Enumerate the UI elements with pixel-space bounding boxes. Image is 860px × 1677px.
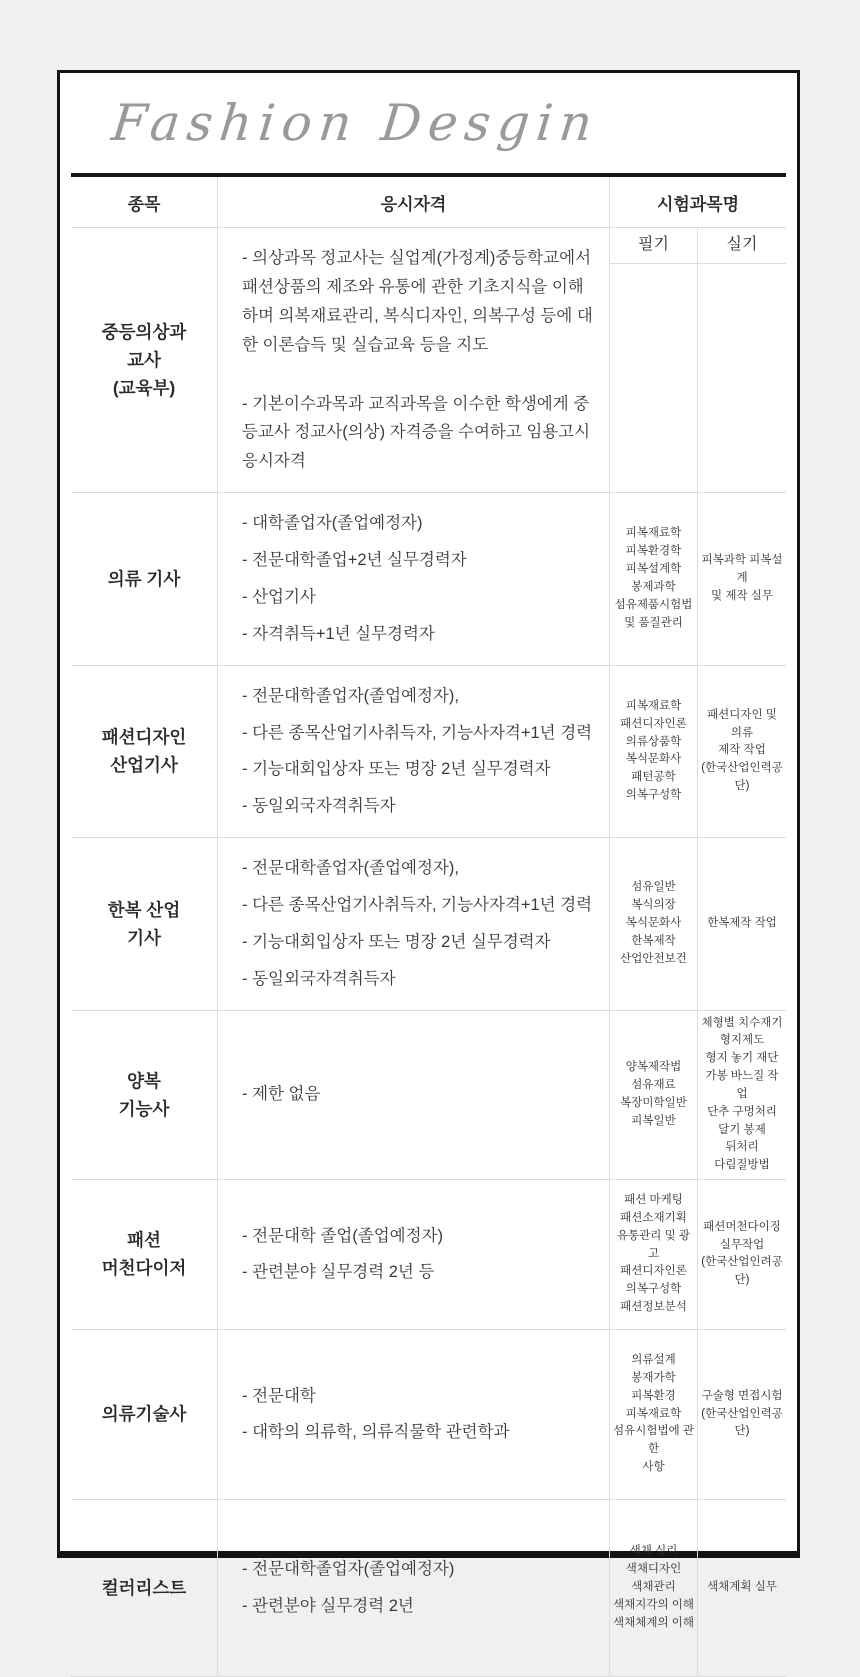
text-line: - 산업기사 <box>242 587 316 606</box>
practical-subjects-cell <box>697 838 786 1010</box>
category-cell <box>71 838 217 1010</box>
category-cell <box>71 493 217 665</box>
text-line: 양복제작법 <box>625 1061 682 1074</box>
text-line: - 기능대회입상자 또는 명장 2년 실무경력자 <box>242 932 551 951</box>
table-row <box>71 1180 786 1330</box>
text-line: 봉제과학 <box>631 580 676 593</box>
text-line: 패션소재기획 <box>620 1211 687 1224</box>
text-line: 한복제작 <box>631 934 676 947</box>
text-line: 복식의장 <box>631 899 676 912</box>
text-line: 섬유제품시험법 <box>614 598 693 611</box>
text-line: - 다른 종목산업기사취득자, 기능사자격+1년 경력 <box>242 896 593 914</box>
text-line: 복식문화사 <box>625 916 682 929</box>
header-qualification: 응시자격 <box>217 177 609 227</box>
text-line: 형지제도 <box>719 1034 765 1047</box>
text-line: 패션디자인 <box>101 727 187 748</box>
text-line: - 전문대학졸업자(졸업예정자) <box>242 1560 455 1579</box>
text-line: 패턴공학 <box>631 771 676 784</box>
practical-subjects-cell <box>697 1330 786 1499</box>
table-row <box>71 1330 786 1500</box>
text-line: 의류상품학 <box>625 735 682 748</box>
table-row <box>71 493 786 666</box>
qualification-cell <box>217 838 609 1010</box>
category-cell <box>71 1330 217 1499</box>
qualification-cell <box>217 666 609 838</box>
text-line: 색채지각의 이해 <box>613 1598 694 1611</box>
text-line: 체형별 치수재기 <box>701 1016 783 1029</box>
text-line: 복장미학일반 <box>620 1096 687 1109</box>
text-line: - 전문대학졸업자(졸업예정자), <box>242 686 459 705</box>
text-line: 머천다이저 <box>101 1258 187 1279</box>
text-line: - 의상과목 정교사는 실업계(가정계)중등학교에서 패션상품의 제조와 유통에 관한 기초지식을 이해하며 의복재료관리, 복식디자인, 의복구성 등에 대한 이론습득 및 실습교육 등을 지도 <box>242 249 593 354</box>
text-line: 단추 구멍처리 <box>707 1105 777 1118</box>
qualification-cell <box>217 1500 609 1676</box>
text-line: 패션정보분석 <box>620 1300 687 1313</box>
text-line: 기능사 <box>118 1098 170 1119</box>
text-line: 산업기사 <box>110 755 178 776</box>
text-line: 다림질방법 <box>714 1159 770 1172</box>
written-subjects-cell <box>609 1180 697 1329</box>
text-line: - 동일외국자격취득자 <box>242 797 396 816</box>
text-line: - 대학의 의류학, 의류직물학 관련학과 <box>242 1423 510 1442</box>
text-line: - 기능대회입상자 또는 명장 2년 실무경력자 <box>242 760 551 779</box>
text-line: - 대학졸업자(졸업예정자) <box>242 514 423 533</box>
text-line: 피복재료학 <box>625 699 682 712</box>
text-line: 패션디자인 및 의류 <box>707 708 777 739</box>
text-line: 사항 <box>642 1460 665 1473</box>
text-line: 및 제작 실무 <box>711 589 773 602</box>
text-line: 색채체계의 이해 <box>613 1616 694 1629</box>
text-line: 색채계획 실무 <box>707 1581 777 1594</box>
text-line: 복식문화사 <box>625 753 682 766</box>
text-line: 달기 봉제 <box>718 1123 766 1136</box>
text-line: 패션 마케팅 <box>624 1194 683 1207</box>
text-line: 의류 기사 <box>107 568 181 589</box>
practical-subjects-cell <box>697 1500 786 1676</box>
page-title: Fashion Desgin <box>108 94 602 152</box>
text-line: 의류설계 <box>631 1354 676 1367</box>
text-line: - 전문대학 <box>242 1386 316 1405</box>
text-line: - 전문대학졸업+2년 실무경력자 <box>242 551 467 569</box>
practical-subjects-cell <box>697 493 786 665</box>
written-subjects-cell <box>609 1500 697 1676</box>
text-line: 유통관리 및 광고 <box>616 1229 691 1260</box>
qualification-cell <box>217 1330 609 1499</box>
text-line: (한국산업인려공단) <box>701 1256 783 1287</box>
text-line: - 전문대학 졸업(졸업예정자) <box>242 1226 443 1245</box>
text-line: 제작 작업 <box>718 744 766 757</box>
text-line: 및 품질관리 <box>624 616 683 629</box>
written-subheader: 필기 <box>610 228 697 264</box>
practical-subheader: 실기 <box>698 228 786 264</box>
text-line: 형지 놓기 재단 <box>705 1052 779 1065</box>
written-subjects-cell <box>609 493 697 665</box>
text-line: 기사 <box>127 927 161 948</box>
text-line: 피복과학 피복설계 <box>701 554 783 584</box>
text-line: - 자격취득+1년 실무경력자 <box>242 624 435 643</box>
text-line: 섬유시험법에 관한 <box>613 1425 694 1456</box>
text-line: 피복재료학 <box>625 527 682 540</box>
text-line: 양복 <box>127 1070 161 1091</box>
text-line: - 제한 없음 <box>242 1085 321 1104</box>
text-line: - 전문대학졸업자(졸업예정자), <box>242 859 459 878</box>
text-line: 봉재가학 <box>631 1371 676 1384</box>
category-cell <box>71 666 217 838</box>
text-line: 가봉 바느질 작업 <box>705 1070 779 1100</box>
text-line: 구술형 면접시험 <box>701 1389 783 1402</box>
practical-subjects-cell <box>697 1011 786 1179</box>
qualification-cell <box>217 1180 609 1329</box>
qualification-table <box>71 173 786 1677</box>
text-line: - 동일외국자격취득자 <box>242 969 396 988</box>
category-cell <box>71 1011 217 1179</box>
category-cell <box>71 228 217 492</box>
category-cell <box>71 1500 217 1676</box>
text-line: - 다른 종목산업기사취득자, 기능사자격+1년 경력 <box>242 723 593 742</box>
table-row <box>71 228 786 493</box>
table-row <box>71 666 786 839</box>
text-line: 패션디자인론 <box>620 717 687 730</box>
written-subjects-cell <box>609 1011 697 1179</box>
table-row <box>71 1500 786 1677</box>
table-body <box>71 228 786 1677</box>
header-subjects: 시험과목명 <box>609 177 786 227</box>
written-subjects-cell <box>609 228 697 492</box>
fashion-design-card <box>57 70 800 1629</box>
practical-subjects-cell <box>697 228 786 492</box>
text-line: 뒤처리 <box>725 1141 759 1154</box>
text-line: 피복설계학 <box>625 563 682 576</box>
title-area <box>60 73 797 173</box>
text-line: 피복환경학 <box>625 545 682 558</box>
text-line: 색채관리 <box>631 1581 676 1594</box>
text-line: 중등의상과 <box>101 322 187 343</box>
text-line: 패션머천다이징 <box>703 1220 781 1233</box>
qualification-cell <box>217 228 609 492</box>
text-line: 의복구성학 <box>625 1283 682 1296</box>
text-line: - 관련분야 실무경력 2년 등 <box>242 1263 435 1282</box>
practical-subjects-cell <box>697 666 786 838</box>
text-line: - 관련분야 실무경력 2년 <box>242 1596 414 1615</box>
text-line: 패션디자인론 <box>620 1265 687 1278</box>
text-line: 산업안전보건 <box>620 952 687 965</box>
text-line: 섬유재료 <box>631 1078 676 1091</box>
text-line: 의복구성학 <box>625 789 682 801</box>
table-row <box>71 838 786 1011</box>
text-line: 교사 <box>127 350 161 371</box>
text-line: 피복재료학 <box>625 1407 682 1420</box>
written-subjects-cell <box>609 1330 697 1499</box>
text-line: - 기본이수과목과 교직과목을 이수한 학생에게 중등교사 정교사(의상) 자격증을 수여하고 임용고시 응시자격 <box>242 394 591 471</box>
qualification-cell <box>217 493 609 665</box>
category-cell <box>71 1180 217 1329</box>
text-line: 한복제작 작업 <box>707 916 777 929</box>
text-line: (교육부) <box>112 378 176 399</box>
text-line: 패션 <box>127 1230 161 1251</box>
text-line: 의류기술사 <box>101 1404 187 1425</box>
text-line: 색채 심리 <box>629 1545 678 1558</box>
practical-subjects-cell <box>697 1180 786 1329</box>
text-line: 컬러리스트 <box>101 1577 187 1598</box>
table-row <box>71 1011 786 1180</box>
header-category: 종목 <box>127 194 161 214</box>
text-line: 실무작업 <box>719 1238 765 1251</box>
written-subjects-cell <box>609 666 697 838</box>
text-line: (한국산업인력공단) <box>701 1407 783 1438</box>
text-line: (한국산업인력공단) <box>701 762 783 793</box>
text-line: 섬유일반 <box>631 881 676 894</box>
text-line: 한복 산업 <box>107 899 181 920</box>
written-subjects-cell <box>609 838 697 1010</box>
text-line: 피복일반 <box>631 1114 676 1127</box>
qualification-cell <box>217 1011 609 1179</box>
text-line: 색채디자인 <box>625 1563 682 1576</box>
table-header-row <box>71 177 786 228</box>
text-line: 피복환경 <box>631 1389 676 1402</box>
